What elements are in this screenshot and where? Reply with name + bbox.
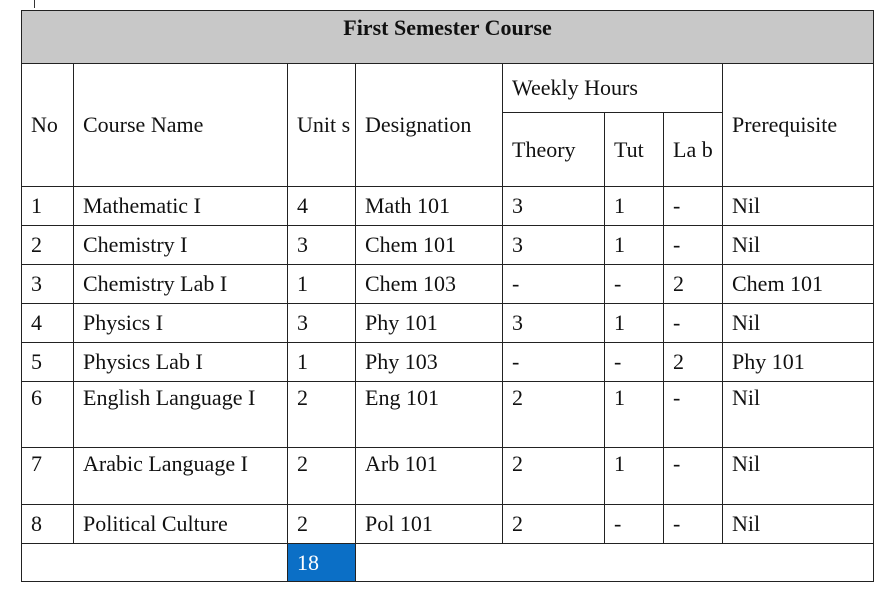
cell-units: 1 xyxy=(288,265,356,304)
cell-lab: - xyxy=(664,448,723,505)
cell-units: 2 xyxy=(288,505,356,544)
cell-lab: - xyxy=(664,382,723,448)
cell-theory: - xyxy=(503,343,605,382)
cell-designation: Phy 101 xyxy=(356,304,503,343)
total-row xyxy=(22,544,874,582)
cell-units: 3 xyxy=(288,304,356,343)
cell-units: 4 xyxy=(288,187,356,226)
cell-theory: 3 xyxy=(503,304,605,343)
cell-no: 1 xyxy=(22,187,74,226)
cell-tut: - xyxy=(605,505,664,544)
cell-lab: - xyxy=(664,226,723,265)
cell-units: 2 xyxy=(288,448,356,505)
cell-no: 6 xyxy=(22,382,74,448)
cell-designation: Pol 101 xyxy=(356,505,503,544)
header-tut: Tut xyxy=(605,113,664,187)
cell-course-name: Physics Lab I xyxy=(74,343,288,382)
cell-theory: 3 xyxy=(503,226,605,265)
table-row xyxy=(22,505,874,544)
cell-prerequisite: Chem 101 xyxy=(723,265,874,304)
total-blank-right xyxy=(356,544,874,582)
cell-prerequisite: Nil xyxy=(723,448,874,505)
table-row xyxy=(22,343,874,382)
cell-prerequisite: Nil xyxy=(723,226,874,265)
cell-tut: 1 xyxy=(605,187,664,226)
cell-designation: Eng 101 xyxy=(356,382,503,448)
cell-lab: - xyxy=(664,304,723,343)
cell-no: 7 xyxy=(22,448,74,505)
cell-units: 2 xyxy=(288,382,356,448)
cell-theory: - xyxy=(503,265,605,304)
cell-designation: Chem 101 xyxy=(356,226,503,265)
cell-units: 1 xyxy=(288,343,356,382)
cell-prerequisite: Phy 101 xyxy=(723,343,874,382)
total-units-cell: 18 xyxy=(288,544,356,582)
cell-lab: 2 xyxy=(664,343,723,382)
total-blank-left xyxy=(22,544,288,582)
table-row xyxy=(22,382,874,448)
cell-course-name: Political Culture xyxy=(74,505,288,544)
cell-tut: - xyxy=(605,343,664,382)
table-row xyxy=(22,448,874,505)
cell-lab: - xyxy=(664,505,723,544)
table-title: First Semester Course xyxy=(22,11,874,64)
cell-lab: 2 xyxy=(664,265,723,304)
cell-course-name: Mathematic I xyxy=(74,187,288,226)
header-prerequisite: Prerequisite xyxy=(723,64,874,187)
cell-theory: 2 xyxy=(503,382,605,448)
cell-designation: Math 101 xyxy=(356,187,503,226)
cell-prerequisite: Nil xyxy=(723,505,874,544)
cell-prerequisite: Nil xyxy=(723,187,874,226)
header-designation: Designation xyxy=(356,64,503,187)
cell-lab: - xyxy=(664,187,723,226)
cell-no: 2 xyxy=(22,226,74,265)
cell-course-name: Arabic Language I xyxy=(74,448,288,505)
cell-prerequisite: Nil xyxy=(723,382,874,448)
header-no: No xyxy=(22,64,74,187)
cell-tut: 1 xyxy=(605,226,664,265)
cell-designation: Arb 101 xyxy=(356,448,503,505)
cell-course-name: English Language I xyxy=(74,382,288,448)
cell-course-name: Chemistry I xyxy=(74,226,288,265)
cell-no: 4 xyxy=(22,304,74,343)
cell-tut: 1 xyxy=(605,448,664,505)
header-theory: Theory xyxy=(503,113,605,187)
cell-theory: 3 xyxy=(503,187,605,226)
document-edge-mark xyxy=(34,0,35,8)
cell-designation: Phy 103 xyxy=(356,343,503,382)
cell-tut: - xyxy=(605,265,664,304)
table-row xyxy=(22,226,874,265)
table-row xyxy=(22,304,874,343)
header-units: Unit s xyxy=(288,64,356,187)
table-row xyxy=(22,187,874,226)
header-course-name: Course Name xyxy=(74,64,288,187)
cell-tut: 1 xyxy=(605,382,664,448)
cell-units: 3 xyxy=(288,226,356,265)
cell-designation: Chem 103 xyxy=(356,265,503,304)
cell-no: 8 xyxy=(22,505,74,544)
cell-no: 5 xyxy=(22,343,74,382)
cell-theory: 2 xyxy=(503,448,605,505)
cell-theory: 2 xyxy=(503,505,605,544)
cell-prerequisite: Nil xyxy=(723,304,874,343)
cell-tut: 1 xyxy=(605,304,664,343)
course-table xyxy=(21,10,874,582)
table-row xyxy=(22,265,874,304)
header-weekly-hours: Weekly Hours xyxy=(503,64,723,113)
cell-no: 3 xyxy=(22,265,74,304)
header-lab: La b xyxy=(664,113,723,187)
cell-course-name: Physics I xyxy=(74,304,288,343)
cell-course-name: Chemistry Lab I xyxy=(74,265,288,304)
